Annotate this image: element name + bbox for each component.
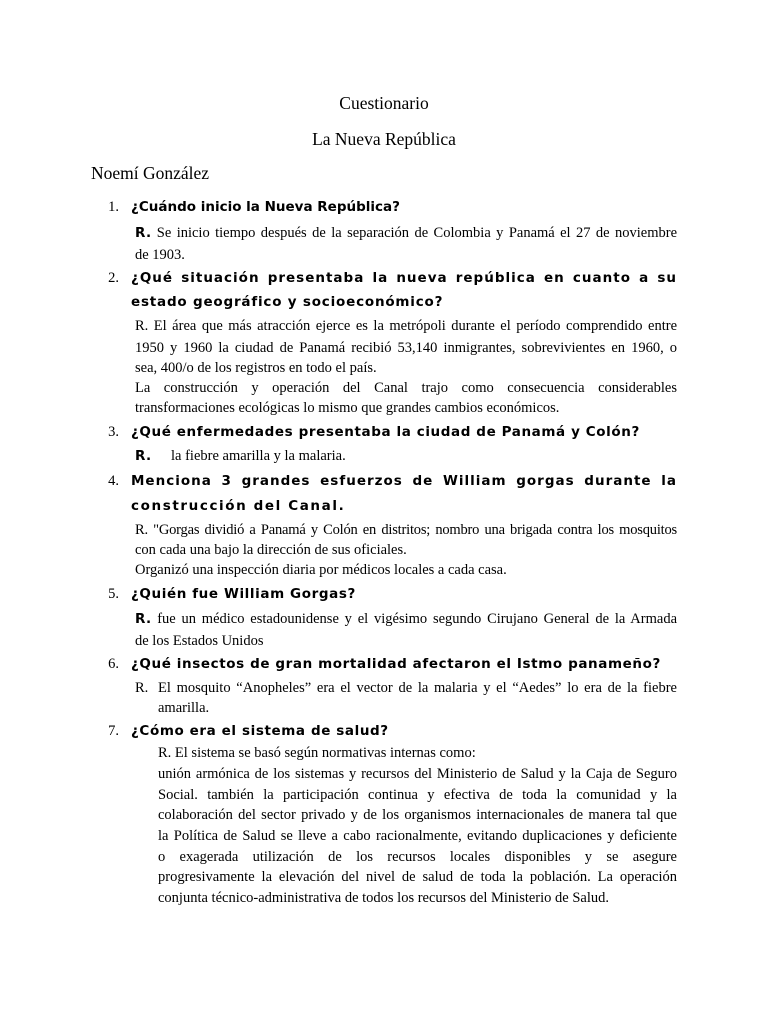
answer-line: R. El área que más atracción ejerce es la metrópoli durante el período comprendido entre: [135, 318, 677, 334]
question-number: 1.: [108, 199, 119, 215]
document-title: Cuestionario: [339, 93, 429, 113]
author-name: Noemí González: [91, 163, 210, 183]
answer-line: El mosquito “Anopheles” era el vector de la malaria y el “Aedes” lo era de la fiebre: [158, 680, 677, 696]
answer-line: de los Estados Unidos: [135, 633, 264, 649]
question-line: Menciona 3 grandes esfuerzos de William gorgas durante la: [131, 473, 677, 489]
answer-line: Social. también la participación continua y efectiva de toda la comunidad y la: [158, 787, 677, 803]
question-line: estado geográfico y socioeconómico?: [131, 294, 444, 310]
question-number: 7.: [108, 723, 119, 739]
answer-text: la fiebre amarilla y la malaria.: [171, 448, 346, 464]
answer-line: [135, 609, 677, 629]
answer-line: sea, 400/o de los registros en todo el país.: [135, 360, 377, 376]
question-number: 2.: [108, 270, 119, 286]
question-number: 5.: [108, 586, 119, 602]
answer-label: R.: [135, 448, 152, 464]
answer-label: R.: [135, 680, 149, 696]
answer-line: [135, 223, 677, 243]
answer-line: colaboración del sector privado y de los organismos internacionales de manera tal que: [158, 807, 677, 823]
question-number: 3.: [108, 424, 119, 440]
answer-label: R.: [135, 611, 152, 627]
question-line: ¿Quién fue William Gorgas?: [131, 586, 356, 602]
question-number: 6.: [108, 656, 119, 672]
answer-line: 1950 y 1960 la ciudad de Panamá recibió 53,140 inmigrantes, sobrevivientes en 1960, o: [135, 340, 677, 356]
answer-line: o exagerada utilización de los recursos locales disponibles y se asegure: [158, 849, 677, 865]
answer-line: conjunta técnico-administrativa de todos los recursos del Ministerio de Salud.: [158, 890, 610, 906]
answer-line: progresivamente la elevación del nivel de salud de toda la población. La operación: [158, 869, 677, 885]
answer-text: fue un médico estadounidense y el vigésimo segundo Cirujano General de la Armada: [157, 611, 678, 627]
question-number: 4.: [108, 473, 119, 489]
question-line: ¿Cómo era el sistema de salud?: [131, 723, 389, 739]
answer-line: R. "Gorgas dividió a Panamá y Colón en distritos; nombro una brigada contra los mosquitos: [135, 522, 677, 538]
answer-line: La construcción y operación del Canal trajo como consecuencia considerables: [135, 380, 677, 396]
answer-line: R. El sistema se basó según normativas internas como:: [158, 745, 476, 761]
answer-line: la Política de Salud se lleve a cabo racionalmente, evitando duplicaciones y deficiente: [158, 828, 677, 844]
answer-label: R.: [135, 225, 152, 241]
question-line: construcción del Canal.: [131, 498, 346, 514]
answer-line: amarilla.: [158, 700, 210, 716]
question-line: ¿Qué enfermedades presentaba la ciudad de Panamá y Colón?: [131, 424, 640, 440]
answer-line: Organizó una inspección diaria por médicos locales a cada casa.: [135, 562, 507, 578]
answer-line: con cada una bajo la dirección de sus oficiales.: [135, 542, 407, 558]
answer-line: unión armónica de los sistemas y recursos del Ministerio de Salud y la Caja de Seguro: [158, 766, 677, 782]
answer-text: Se inicio tiempo después de la separación de Colombia y Panamá el 27 de noviembre: [156, 225, 677, 241]
answer-line: de 1903.: [135, 247, 185, 263]
question-line: ¿Cuándo inicio la Nueva República?: [131, 199, 400, 215]
question-line: ¿Qué insectos de gran mortalidad afectaron el Istmo panameño?: [131, 656, 661, 672]
answer-line: [135, 446, 677, 466]
question-line: ¿Qué situación presentaba la nueva república en cuanto a su: [131, 270, 677, 286]
document-subtitle: La Nueva República: [312, 129, 456, 149]
answer-line: transformaciones ecológicas lo mismo que grandes cambios económicos.: [135, 400, 560, 416]
